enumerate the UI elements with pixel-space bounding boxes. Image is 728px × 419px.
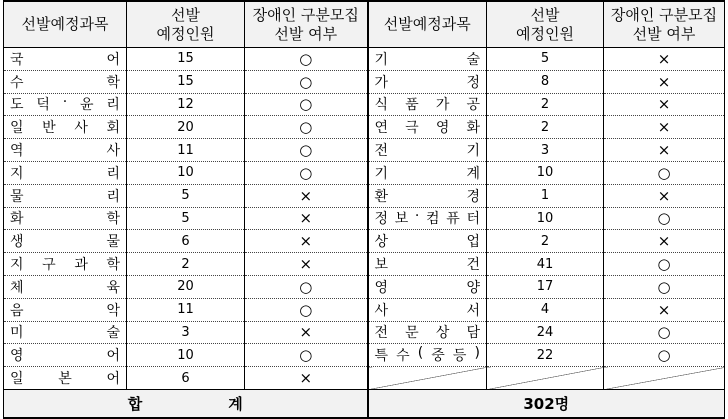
subject-cell — [368, 184, 487, 207]
subject-char: 화 — [10, 211, 24, 228]
subject-name — [4, 49, 126, 69]
subject-cell — [368, 48, 487, 71]
quota-cell: 2 — [487, 230, 604, 253]
disability-cell: ○ — [604, 253, 725, 276]
subject-char: 업 — [466, 234, 480, 251]
total-value: 302명 — [368, 389, 725, 418]
subject-char: 학 — [106, 74, 120, 91]
subject-char: 리 — [106, 188, 120, 205]
table-row — [4, 207, 725, 230]
subject-cell — [4, 161, 127, 184]
subject-char: 덕 — [36, 97, 50, 114]
subject-char: 미 — [10, 325, 24, 342]
disability-cell: ○ — [604, 321, 725, 344]
subject-cell — [368, 70, 487, 93]
header-quota-line1: 선발 — [171, 5, 200, 24]
subject-name — [369, 345, 487, 365]
subject-cell — [368, 116, 487, 139]
header-quota — [127, 1, 245, 48]
subject-name — [369, 117, 487, 137]
subject-char: · — [62, 94, 68, 111]
disability-cell: × — [245, 207, 368, 230]
subject-name — [4, 322, 126, 342]
subject-char: 서 — [466, 302, 480, 319]
disability-cell: ○ — [245, 93, 368, 116]
subject-char: 어 — [106, 371, 120, 388]
table-row — [4, 116, 725, 139]
subject-char: 건 — [466, 257, 480, 274]
subject-char: 상 — [374, 234, 389, 251]
subject-name — [369, 72, 487, 92]
total-label-char: 합 — [127, 394, 143, 413]
quota-cell: 1 — [487, 184, 604, 207]
header-quota-right — [487, 1, 604, 48]
subject-char: 중 — [431, 348, 445, 365]
subject-char: 양 — [466, 279, 480, 296]
subject-cell — [4, 275, 127, 298]
subject-name — [4, 72, 126, 92]
subject-cell — [368, 275, 487, 298]
subject-char: 술 — [466, 51, 480, 68]
subject-char: 음 — [10, 302, 24, 319]
subject-char: · — [414, 208, 420, 225]
subject-name — [369, 94, 487, 114]
subject-name — [4, 163, 126, 183]
subject-char: 학 — [106, 211, 120, 228]
subject-name — [4, 140, 126, 160]
subject-char: 가 — [435, 97, 450, 114]
disability-cell: × — [604, 184, 725, 207]
subject-char: 구 — [42, 257, 56, 274]
quota-cell: 6 — [127, 367, 245, 390]
subject-name — [369, 140, 487, 160]
table-row — [4, 298, 725, 321]
quota-cell: 10 — [127, 161, 245, 184]
subject-char: 영 — [10, 348, 24, 365]
table-row — [4, 93, 725, 116]
empty-cell — [487, 367, 604, 390]
quota-cell: 17 — [487, 275, 604, 298]
subject-char: 역 — [10, 143, 24, 160]
header-quota-line2-right: 예정인원 — [516, 24, 574, 43]
quota-cell: 10 — [487, 207, 604, 230]
subject-char: 회 — [106, 120, 120, 137]
empty-cell — [368, 367, 487, 390]
subject-name — [369, 186, 487, 206]
quota-cell: 5 — [127, 207, 245, 230]
table-row — [4, 139, 725, 162]
subject-name — [4, 231, 126, 251]
subject-cell — [4, 367, 127, 390]
total-label — [4, 389, 368, 418]
header-disability-line2: 선발 여부 — [274, 24, 338, 43]
subject-name — [369, 254, 487, 274]
subject-char: 문 — [405, 325, 419, 342]
disability-cell: ○ — [604, 275, 725, 298]
disability-cell: ○ — [604, 161, 725, 184]
subject-char: 지 — [10, 165, 24, 182]
subject-name — [4, 368, 126, 388]
quota-cell: 3 — [487, 139, 604, 162]
disability-cell: ○ — [245, 344, 368, 367]
empty-cell — [604, 367, 725, 390]
quota-cell: 22 — [487, 344, 604, 367]
subject-cell — [368, 230, 487, 253]
quota-cell: 15 — [127, 48, 245, 71]
subject-name — [369, 277, 487, 297]
disability-cell: ○ — [245, 70, 368, 93]
subject-char: 정 — [466, 74, 480, 91]
disability-cell: × — [604, 48, 725, 71]
header-disability-line1-right: 장애인 구분모집 — [610, 5, 718, 24]
disability-cell: ○ — [245, 48, 368, 71]
table-row — [4, 253, 725, 276]
quota-cell: 11 — [127, 139, 245, 162]
disability-cell: × — [604, 70, 725, 93]
subject-char: 체 — [10, 279, 24, 296]
subject-name — [369, 322, 487, 342]
quota-cell: 15 — [127, 70, 245, 93]
disability-cell: × — [604, 230, 725, 253]
header-subject-right: 선발예정과목 — [368, 1, 487, 48]
table-row — [4, 344, 725, 367]
quota-cell: 20 — [127, 116, 245, 139]
table-row — [4, 367, 725, 390]
subject-name — [369, 208, 487, 228]
disability-cell: × — [604, 139, 725, 162]
subject-cell — [4, 298, 127, 321]
subject-char: 본 — [58, 371, 72, 388]
subject-char: 특 — [374, 348, 389, 365]
header-quota-line2: 예정인원 — [156, 24, 215, 43]
subject-char: 생 — [10, 234, 24, 251]
quota-cell: 5 — [487, 48, 604, 71]
disability-cell: × — [245, 367, 368, 390]
subject-name — [369, 231, 487, 251]
disability-cell: ○ — [245, 139, 368, 162]
subject-char: 담 — [466, 325, 480, 342]
subject-char: 과 — [74, 257, 88, 274]
subject-name — [369, 300, 487, 320]
quota-cell: 10 — [127, 344, 245, 367]
subject-char: 반 — [42, 120, 56, 137]
quota-cell: 10 — [487, 161, 604, 184]
subject-char: 어 — [106, 348, 120, 365]
disability-cell: × — [245, 230, 368, 253]
subject-cell — [4, 48, 127, 71]
total-row — [4, 389, 725, 418]
quota-cell: 11 — [127, 298, 245, 321]
subject-char: 영 — [374, 279, 389, 296]
subject-char: ) — [474, 345, 480, 362]
subject-char: ( — [417, 345, 424, 362]
subject-char: 국 — [10, 51, 24, 68]
subject-quota-table — [3, 0, 725, 419]
subject-char: 일 — [10, 371, 24, 388]
subject-name — [369, 49, 487, 69]
quota-cell: 6 — [127, 230, 245, 253]
total-label-char: 계 — [228, 394, 243, 413]
subject-char: 보 — [394, 211, 409, 228]
subject-char: 계 — [466, 165, 480, 182]
subject-char: 전 — [374, 325, 389, 342]
disability-cell: × — [604, 93, 725, 116]
header-subject: 선발예정과목 — [4, 1, 127, 48]
subject-char: 리 — [106, 97, 120, 114]
subject-cell — [368, 253, 487, 276]
subject-char: 환 — [374, 188, 389, 205]
subject-char: 정 — [374, 211, 389, 228]
subject-char: 육 — [106, 279, 120, 296]
subject-name — [4, 186, 126, 206]
table-row — [4, 230, 725, 253]
subject-name — [4, 117, 126, 137]
quota-cell: 2 — [487, 93, 604, 116]
subject-name — [4, 300, 126, 320]
quota-cell: 3 — [127, 321, 245, 344]
disability-cell: × — [245, 253, 368, 276]
subject-char: 퓨 — [446, 211, 460, 228]
table-row — [4, 184, 725, 207]
disability-cell: ○ — [245, 116, 368, 139]
disability-cell: × — [245, 184, 368, 207]
disability-cell: × — [604, 116, 725, 139]
subject-char: 기 — [374, 165, 389, 182]
table-row — [4, 48, 725, 71]
subject-cell — [368, 161, 487, 184]
quota-cell: 4 — [487, 298, 604, 321]
quota-cell: 24 — [487, 321, 604, 344]
header-disability-line2-right: 선발 여부 — [632, 24, 696, 43]
subject-char: 터 — [466, 211, 480, 228]
subject-char: 영 — [435, 120, 450, 137]
subject-char: 가 — [374, 74, 389, 91]
quota-cell: 2 — [127, 253, 245, 276]
subject-cell — [4, 253, 127, 276]
subject-char: 기 — [374, 51, 389, 68]
disability-cell: × — [604, 298, 725, 321]
subject-cell — [368, 344, 487, 367]
subject-cell — [4, 321, 127, 344]
quota-cell: 20 — [127, 275, 245, 298]
subject-char: 물 — [106, 234, 120, 251]
subject-char: 연 — [374, 120, 389, 137]
disability-cell: ○ — [604, 207, 725, 230]
subject-cell — [4, 344, 127, 367]
subject-char: 수 — [396, 348, 410, 365]
subject-char: 어 — [106, 51, 120, 68]
subject-char: 화 — [466, 120, 480, 137]
subject-cell — [368, 139, 487, 162]
subject-char: 전 — [374, 143, 389, 160]
subject-cell — [4, 207, 127, 230]
subject-char: 지 — [10, 257, 24, 274]
disability-cell: ○ — [604, 344, 725, 367]
quota-cell: 5 — [127, 184, 245, 207]
subject-name — [4, 208, 126, 228]
subject-char: 극 — [405, 120, 419, 137]
subject-char: 도 — [10, 97, 24, 114]
subject-char: 사 — [374, 302, 389, 319]
subject-cell — [368, 298, 487, 321]
quota-cell: 2 — [487, 116, 604, 139]
disability-cell: ○ — [245, 275, 368, 298]
subject-char: 수 — [10, 74, 24, 91]
subject-char: 윤 — [80, 97, 94, 114]
subject-name — [4, 345, 126, 365]
subject-cell — [4, 70, 127, 93]
subject-char: 상 — [435, 325, 450, 342]
subject-char: 일 — [10, 120, 24, 137]
subject-char: 등 — [452, 348, 467, 365]
subject-char: 학 — [106, 257, 120, 274]
disability-cell: ○ — [245, 161, 368, 184]
quota-cell: 8 — [487, 70, 604, 93]
subject-cell — [368, 93, 487, 116]
subject-char: 사 — [74, 120, 88, 137]
subject-cell — [4, 93, 127, 116]
subject-char: 보 — [374, 257, 389, 274]
subject-cell — [4, 139, 127, 162]
table-row — [4, 321, 725, 344]
subject-name — [4, 254, 126, 274]
header-disability — [245, 1, 368, 48]
subject-char: 경 — [466, 188, 480, 205]
quota-cell: 12 — [127, 93, 245, 116]
table-row — [4, 70, 725, 93]
header-quota-line1-right: 선발 — [530, 5, 560, 24]
subject-char: 사 — [106, 143, 120, 160]
quota-cell: 41 — [487, 253, 604, 276]
subject-char: 리 — [106, 165, 120, 182]
disability-cell: × — [245, 321, 368, 344]
subject-cell — [4, 116, 127, 139]
subject-cell — [4, 184, 127, 207]
subject-char: 악 — [106, 302, 120, 319]
subject-char: 컴 — [426, 211, 440, 228]
subject-char: 품 — [405, 97, 419, 114]
table-row — [4, 161, 725, 184]
subject-char: 술 — [106, 325, 120, 342]
subject-name — [4, 277, 126, 297]
subject-name — [369, 163, 487, 183]
header-disability-line1: 장애인 구분모집 — [252, 5, 359, 24]
header-disability-right — [604, 1, 725, 48]
subject-char: 기 — [466, 143, 480, 160]
disability-cell: ○ — [245, 298, 368, 321]
subject-char: 물 — [10, 188, 24, 205]
subject-cell — [368, 207, 487, 230]
subject-name — [4, 94, 126, 114]
header-row — [4, 1, 725, 48]
subject-cell — [4, 230, 127, 253]
subject-char: 식 — [374, 97, 389, 114]
subject-cell — [368, 321, 487, 344]
table-row — [4, 275, 725, 298]
subject-char: 공 — [466, 97, 480, 114]
